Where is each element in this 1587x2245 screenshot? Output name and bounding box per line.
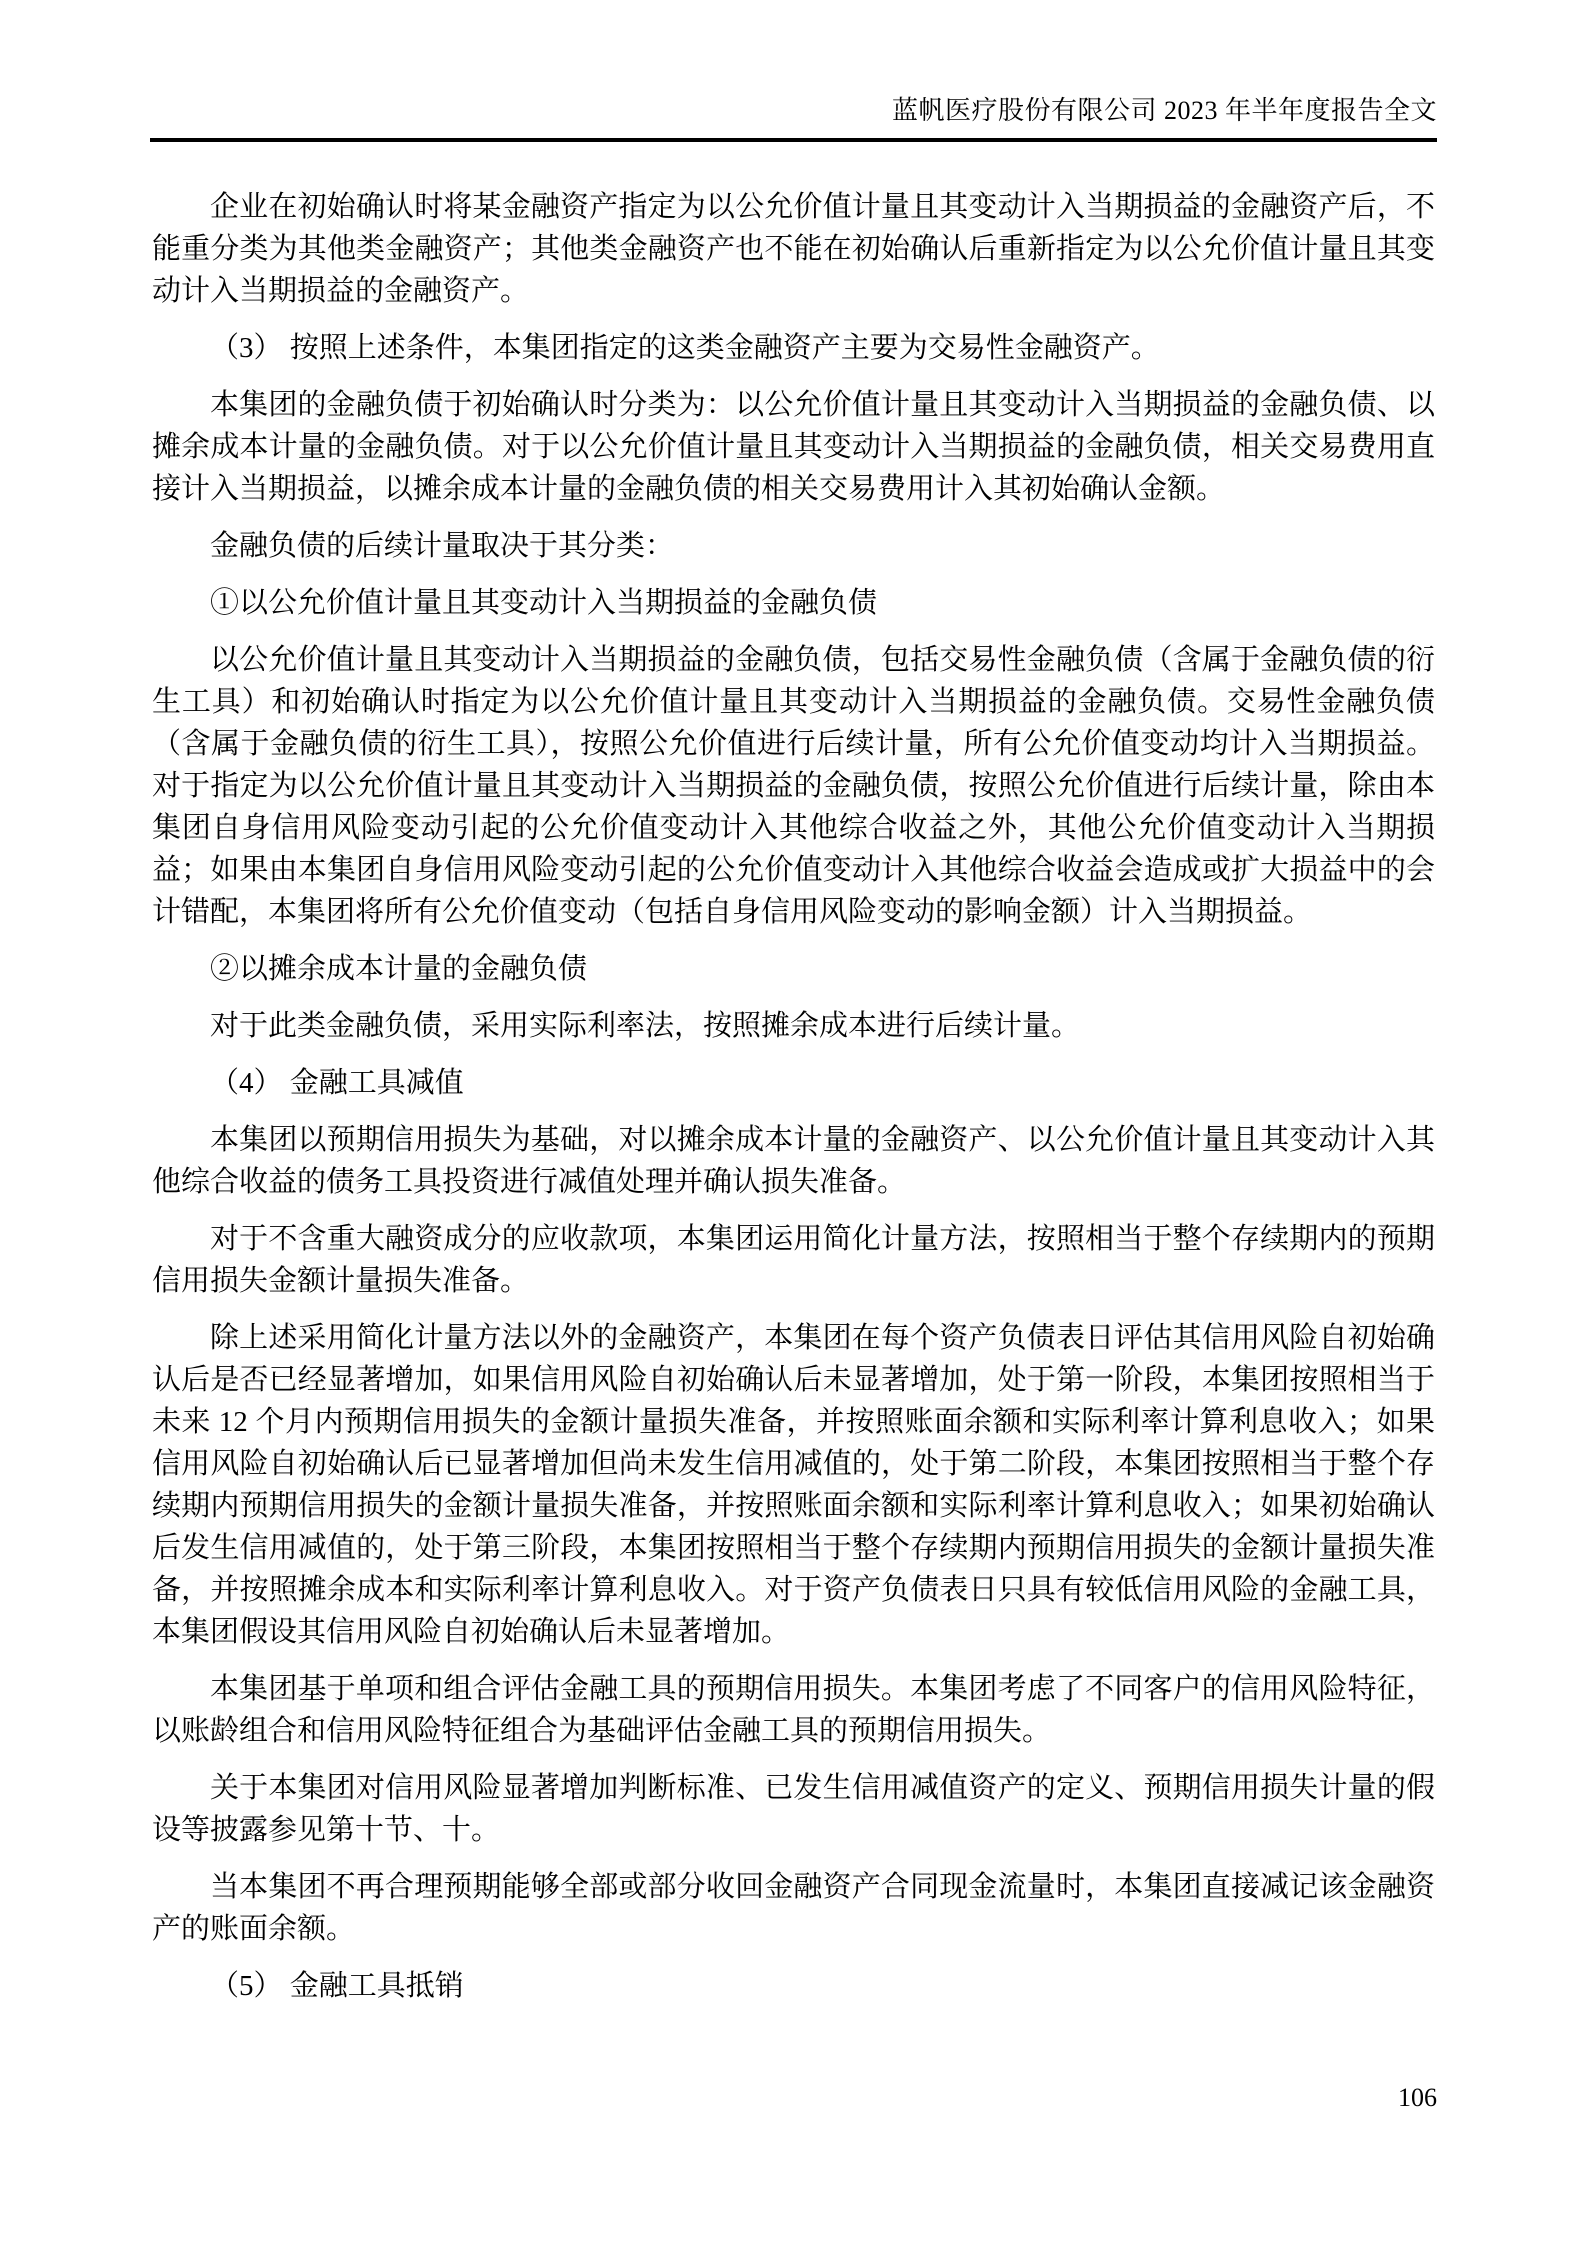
page-header [150, 0, 1437, 142]
body-paragraph-circled-2: ②以摊余成本计量的金融负债 [210, 953, 588, 985]
body-paragraph: 对于此类金融负债，采用实际利率法，按照摊余成本进行后续计量。 [210, 1010, 1081, 1042]
report-title: 蓝帆医疗股份有限公司 2023 年半年度报告全文 [891, 96, 1437, 125]
body-paragraph: 对于不含重大融资成分的应收款项，本集团运用简化计量方法，按照相当于整个存续期内的预期信用损失金额计量损失准备。 [152, 1223, 1435, 1297]
body-paragraph: 企业在初始确认时将某金融资产指定为以公允价值计量且其变动计入当期损益的金融资产后，不能重分类为其他类金融资产；其他类金融资产也不能在初始确认后重新指定为以公允价值计量且其变动计入当期损益的金融资产。 [152, 191, 1435, 307]
body-paragraph: 本集团的金融负债于初始确认时分类为：以公允价值计量且其变动计入当期损益的金融负债、以摊余成本计量的金融负债。对于以公允价值计量且其变动计入当期损益的金融负债，相关交易费用直接计入当期损益，以摊余成本计量的金融负债的相关交易费用计入其初始确认金额。 [152, 389, 1435, 505]
document-body [152, 186, 1435, 2007]
body-paragraph: 关于本集团对信用风险显著增加判断标准、已发生信用减值资产的定义、预期信用损失计量的假设等披露参见第十节、十。 [152, 1772, 1435, 1846]
body-paragraph: 以公允价值计量且其变动计入当期损益的金融负债，包括交易性金融负债（含属于金融负债的衍生工具）和初始确认时指定为以公允价值计量且其变动计入当期损益的金融负债。交易性金融负债（含属于金融负债的衍生工具），按照公允价值进行后续计量，所有公允价值变动均计入当期损益。对于指定为以公允价值计量且其变动计入当期损益的金融负债，按照公允价值进行后续计量，除由本集团自身信用风险变动引起的公允价值变动计入其他综合收益之外，其他公允价值变动计入当期损益；如果由本集团自身信用风险变动引起的公允价值变动计入其他综合收益会造成或扩大损益中的会计错配，本集团将所有公允价值变动（包括自身信用风险变动的影响金额）计入当期损益。 [152, 644, 1435, 928]
body-paragraph-item-3: （3） 按照上述条件，本集团指定的这类金融资产主要为交易性金融资产。 [210, 332, 1160, 364]
body-paragraph-item-4: （4） 金融工具减值 [210, 1067, 464, 1099]
body-paragraph: 本集团以预期信用损失为基础，对以摊余成本计量的金融资产、以公允价值计量且其变动计入其他综合收益的债务工具投资进行减值处理并确认损失准备。 [152, 1124, 1435, 1198]
body-paragraph-circled-1: ①以公允价值计量且其变动计入当期损益的金融负债 [210, 587, 878, 619]
body-paragraph-item-5: （5） 金融工具抵销 [210, 1970, 464, 2002]
body-paragraph: 除上述采用简化计量方法以外的金融资产，本集团在每个资产负债表日评估其信用风险自初始确认后是否已经显著增加，如果信用风险自初始确认后未显著增加，处于第一阶段，本集团按照相当于未来 12 个月内预期信用损失的金额计量损失准备，并按照账面余额和实际利率计算利息收入；如果信用风险自初始确认后已显著增加但尚未发生信用减值的，处于第二阶段，本集团按照相当于整个存续期内预期信用损失的金额计量损失准备，并按照账面余额和实际利率计算利息收入；如果初始确认后发生信用减值的，处于第三阶段，本集团按照相当于整个存续期内预期信用损失的金额计量损失准备，并按照摊余成本和实际利率计算利息收入。对于资产负债表日只具有较低信用风险的金融工具，本集团假设其信用风险自初始确认后未显著增加。 [152, 1322, 1435, 1648]
body-paragraph: 当本集团不再合理预期能够全部或部分收回金融资产合同现金流量时，本集团直接减记该金融资产的账面余额。 [152, 1871, 1435, 1945]
body-paragraph: 本集团基于单项和组合评估金融工具的预期信用损失。本集团考虑了不同客户的信用风险特征，以账龄组合和信用风险特征组合为基础评估金融工具的预期信用损失。 [152, 1673, 1435, 1747]
body-paragraph: 金融负债的后续计量取决于其分类： [210, 530, 675, 562]
page-number: 106 [1398, 2083, 1437, 2112]
